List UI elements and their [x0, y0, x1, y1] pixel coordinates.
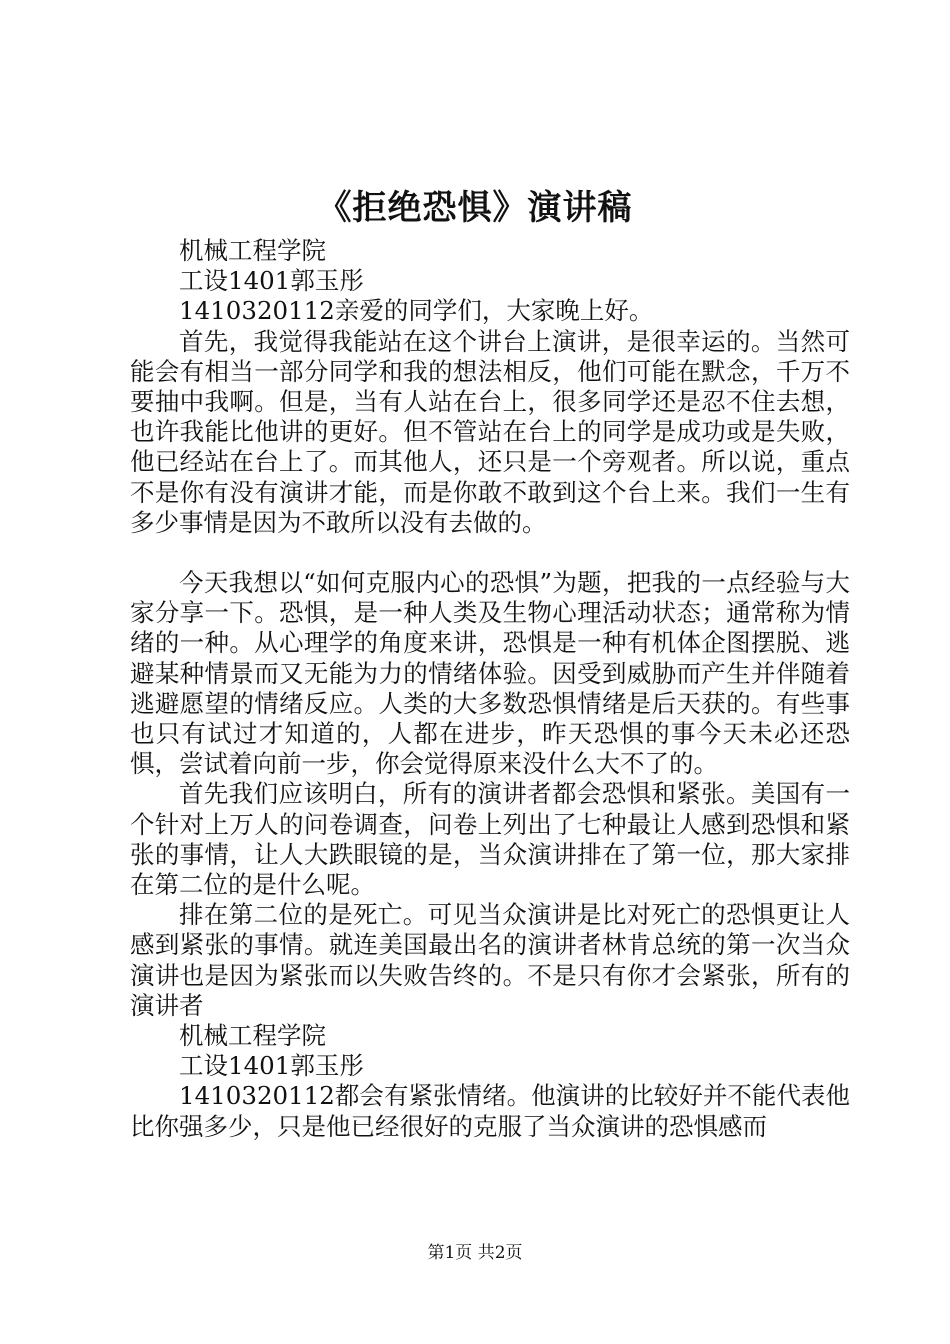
paragraph-class-author-repeat: 工设1401郭玉彤 — [179, 1051, 364, 1081]
paragraph-greeting: 1410320112亲爱的同学们，大家晚上好。 — [179, 296, 654, 326]
paragraph-topic: 今天我想以“如何克服内心的恐惧”为题，把我的一点经验与大家分享一下。恐惧，是一种人类及生物心理活动状态；通常称为情绪的一种。从心理学的角度来讲，恐惧是一种有机体企图摆脱、逃避某种情景而又无能为力的情绪体验。因受到威胁而产生并伴随着逃避愿望的情绪反应。人类的大多数恐惧情绪是后天获的。有些事也只有试过才知道的，人都在进步，昨天恐惧的事今天未必还恐惧，尝试着向前一步，你会觉得原来没什么大不了的。 — [130, 568, 850, 779]
paragraph-school-repeat: 机械工程学院 — [179, 1021, 326, 1051]
page-number: 第1页 共2页 — [427, 1243, 523, 1263]
paragraph-intro: 首先，我觉得我能站在这个讲台上演讲，是很幸运的。当然可能会有相当一部分同学和我的想法相反，他们可能在默念，千万不要抽中我啊。但是，当有人站在台上，很多同学还是忍不住去想，也许我能比他讲的更好。但不管站在台上的同学是成功或是失败，他已经站在台上了。而其他人，还只是一个旁观者。所以说，重点不是你有没有演讲才能，而是你敢不敢到这个台上来。我们一生有多少事情是因为不敢所以没有去做的。 — [130, 326, 850, 537]
document-body — [130, 236, 850, 1142]
paragraph-second-place: 排在第二位的是死亡。可见当众演讲是比对死亡的恐惧更让人感到紧张的事情。就连美国最出名的演讲者林肯总统的第一次当众演讲也是因为紧张而以失败告终的。不是只有你才会紧张，所有的演讲者 — [130, 900, 850, 1020]
paragraph-class-author: 工设1401郭玉彤 — [179, 266, 364, 296]
paragraph-school: 机械工程学院 — [179, 236, 326, 265]
paragraph-continuation: 1410320112都会有紧张情绪。他演讲的比较好并不能代表他比你强多少，只是他已经很好的克服了当众演讲的恐惧感而 — [130, 1081, 850, 1141]
paragraph-survey: 首先我们应该明白，所有的演讲者都会恐惧和紧张。美国有一个针对上万人的问卷调查，问卷上列出了七种最让人感到恐惧和紧张的事情，让人大跌眼镜的是，当众演讲排在了第一位，那大家排在第二位的是什么呢。 — [130, 779, 850, 900]
document-title: 《拒绝恐惧》演讲稿 — [317, 188, 633, 228]
